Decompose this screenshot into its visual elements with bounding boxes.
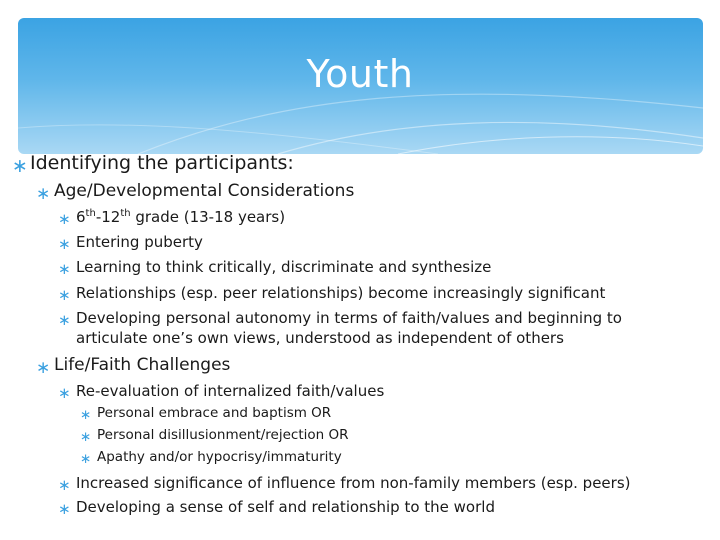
reevaluation-item: Personal disillusionment/rejection OR (97, 427, 349, 443)
reevaluation-item: Apathy and/or hypocrisy/immaturity (97, 449, 342, 465)
age-item: Relationships (esp. peer relationships) become increasingly significant (76, 284, 606, 302)
age-item: Entering puberty (76, 233, 203, 251)
grade-start: 6 (76, 208, 86, 226)
grade-rest: grade (13-18 years) (130, 208, 286, 226)
asterisk-bullet-icon: ∗ (80, 407, 92, 423)
asterisk-bullet-icon: ∗ (12, 155, 28, 177)
faith-item: Increased significance of influence from non-family members (esp. peers) (76, 474, 631, 492)
asterisk-bullet-icon: ∗ (80, 451, 92, 467)
asterisk-bullet-icon: ∗ (36, 358, 51, 378)
asterisk-bullet-icon: ∗ (58, 311, 71, 329)
asterisk-bullet-icon: ∗ (58, 500, 71, 518)
asterisk-bullet-icon: ∗ (58, 260, 71, 278)
age-item-grade (76, 208, 285, 226)
asterisk-bullet-icon: ∗ (58, 286, 71, 304)
faith-item: Developing a sense of self and relationship to the world (76, 498, 495, 516)
grade-sep: -12 (95, 208, 121, 226)
age-item: Learning to think critically, discriminate and synthesize (76, 258, 492, 276)
age-item-continuation: articulate one’s own views, understood as independent of others (76, 329, 564, 347)
faith-heading: Life/Faith Challenges (54, 355, 231, 375)
asterisk-bullet-icon: ∗ (58, 235, 71, 253)
asterisk-bullet-icon: ∗ (58, 384, 71, 402)
age-heading: Age/Developmental Considerations (54, 181, 355, 201)
asterisk-bullet-icon: ∗ (58, 476, 71, 494)
asterisk-bullet-icon: ∗ (58, 210, 71, 228)
slide-title: Youth (306, 52, 414, 96)
grade-start-sup: th (85, 208, 96, 219)
reevaluation-item: Personal embrace and baptism OR (97, 405, 332, 421)
age-item: Developing personal autonomy in terms of faith/values and beginning to (76, 309, 622, 327)
reevaluation-heading: Re-evaluation of internalized faith/values (76, 382, 385, 400)
asterisk-bullet-icon: ∗ (80, 429, 92, 445)
heading-identifying: Identifying the participants: (30, 152, 294, 174)
grade-end-sup: th (120, 208, 131, 219)
asterisk-bullet-icon: ∗ (36, 184, 51, 204)
